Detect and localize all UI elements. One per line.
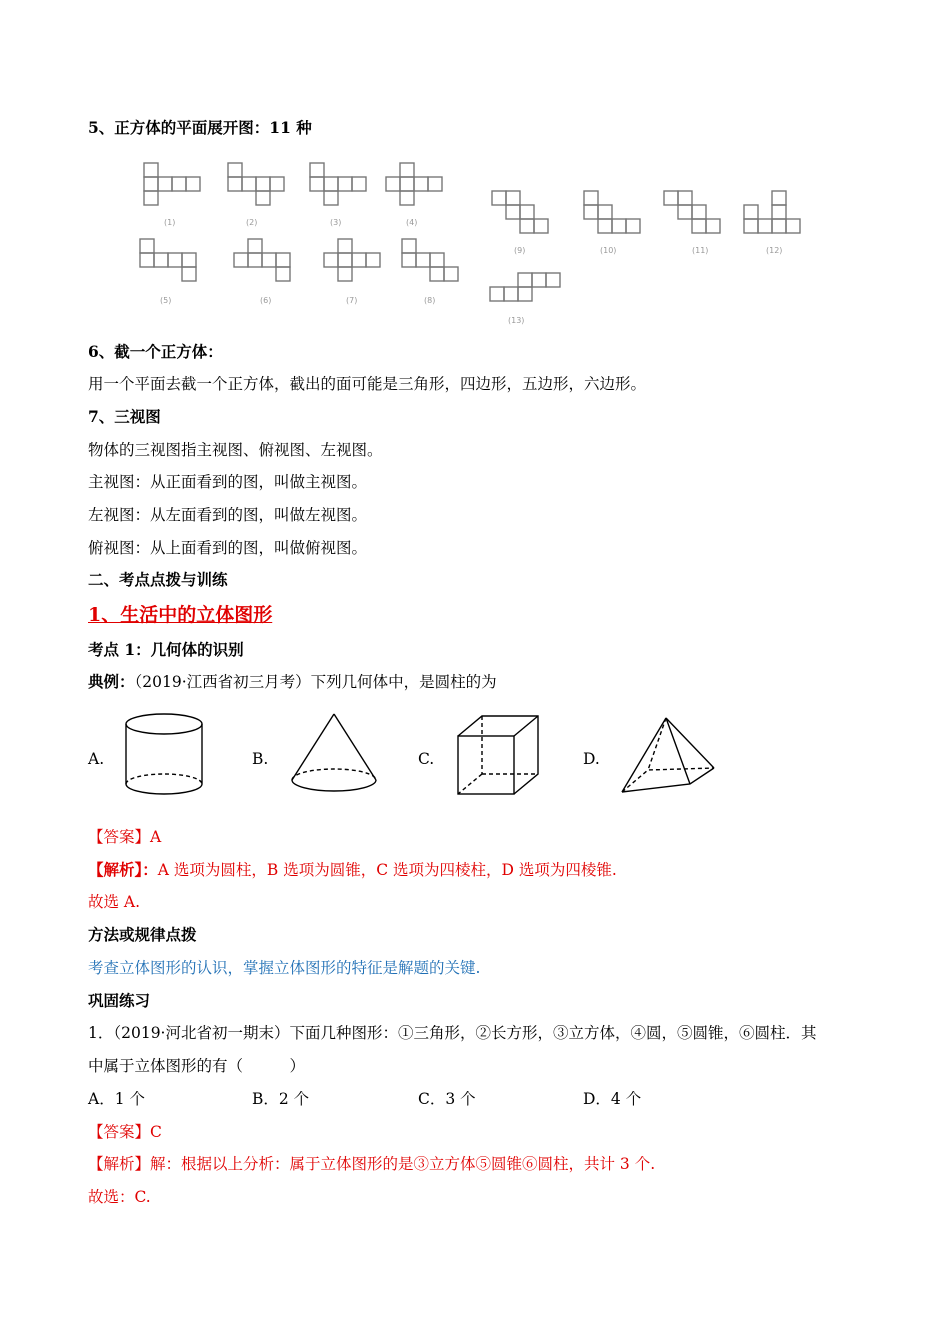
kaodian-heading: 考点 1：几何体的识别 xyxy=(88,640,244,659)
net-label: (2) xyxy=(246,218,258,227)
left-view-text: 左视图：从左面看到的图，叫做左视图。 xyxy=(88,506,368,524)
net-10 xyxy=(584,191,640,233)
net-label: (5) xyxy=(160,296,172,305)
analysis-1-text: A 选项为圆柱，B 选项为圆锥，C 选项为四棱柱，D 选项为四棱锥. xyxy=(157,861,617,879)
pyramid-figure xyxy=(616,712,726,802)
three-views-text: 物体的三视图指主视图、俯视图、左视图。 xyxy=(88,441,383,459)
section-title: 1、生活中的立体图形 xyxy=(88,604,273,626)
net-13 xyxy=(490,273,560,301)
net-label: (9) xyxy=(514,246,526,255)
net-label: (10) xyxy=(600,246,617,255)
conclusion-2: 故选：C. xyxy=(88,1188,151,1206)
option-a-label: A. xyxy=(88,750,105,768)
part-two-heading: 二、考点点拨与训练 xyxy=(88,570,228,589)
cylinder-figure xyxy=(120,710,210,800)
analysis-1-label: 【解析】： xyxy=(88,860,158,879)
front-view-text: 主视图：从正面看到的图，叫做主视图。 xyxy=(88,473,368,491)
cone-figure xyxy=(286,708,386,798)
net-6 xyxy=(234,239,290,281)
q1-option-c: C．3 个 xyxy=(418,1090,476,1108)
q1-option-d: D．4 个 xyxy=(583,1090,642,1108)
net-label: (11) xyxy=(692,246,709,255)
net-label: (6) xyxy=(260,296,272,305)
example-question xyxy=(88,670,497,692)
conclusion-1: 故选 A. xyxy=(88,893,141,911)
example-text: （2019·江西省初三月考）下列几何体中，是圆柱的为 xyxy=(134,673,497,691)
top-view-text: 俯视图：从上面看到的图，叫做俯视图。 xyxy=(88,539,368,557)
net-label: (4) xyxy=(406,218,418,227)
q1-option-b: B．2 个 xyxy=(252,1090,310,1108)
net-label: (7) xyxy=(346,296,358,305)
net-label: (8) xyxy=(424,296,436,305)
analysis-2: 【解析】解：根据以上分析：属于立体图形的是③立方体⑤圆锥⑥圆柱，共计 3 个. xyxy=(88,1155,656,1173)
net-4 xyxy=(386,163,442,205)
method-text: 考查立体图形的认识，掌握立体图形的特征是解题的关键. xyxy=(88,959,481,977)
net-label: (13) xyxy=(508,316,525,325)
question-1-line-2: 中属于立体图形的有（ ） xyxy=(88,1057,306,1075)
net-8 xyxy=(402,239,458,281)
net-2 xyxy=(228,163,284,205)
q1-option-a: A．1 个 xyxy=(88,1090,145,1108)
net-11 xyxy=(664,191,720,233)
cuboid-figure xyxy=(452,710,552,800)
net-7 xyxy=(324,239,380,281)
net-12 xyxy=(744,191,800,233)
practice-title: 巩固练习 xyxy=(88,991,151,1010)
example-label: 典例： xyxy=(88,672,135,691)
net-label: (12) xyxy=(766,246,783,255)
net-5 xyxy=(140,239,196,281)
heading-three-views: 7、三视图 xyxy=(88,407,161,426)
net-9 xyxy=(492,191,548,233)
net-label: (3) xyxy=(330,218,342,227)
option-b-label: B. xyxy=(252,750,269,768)
answer-2: 【答案】C xyxy=(88,1123,162,1141)
method-title: 方法或规律点拨 xyxy=(88,925,197,944)
option-c-label: C. xyxy=(418,750,435,768)
heading-cut-cube: 6、截一个正方体： xyxy=(88,342,223,361)
analysis-1 xyxy=(88,858,617,880)
answer-1: 【答案】A xyxy=(88,828,162,846)
cut-cube-text: 用一个平面去截一个正方体，截出的面可能是三角形，四边形，五边形，六边形。 xyxy=(88,375,647,393)
question-1-line-1: 1．（2019·河北省初一期末）下面几种图形：①三角形，②长方形，③立方体，④圆，⑤圆锥，⑥圆柱．其 xyxy=(88,1024,817,1042)
net-label: (1) xyxy=(164,218,176,227)
net-3 xyxy=(310,163,366,205)
cube-nets-figure xyxy=(130,155,830,335)
net-1 xyxy=(144,163,200,205)
heading-cube-nets: 5、正方体的平面展开图：11 种 xyxy=(88,118,312,137)
option-d-label: D. xyxy=(583,750,600,768)
